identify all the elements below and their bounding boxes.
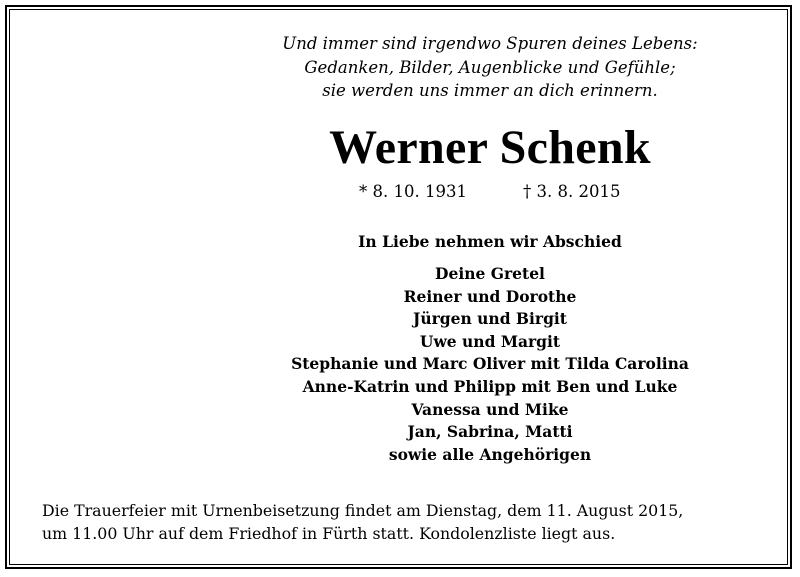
farewell-heading: In Liebe nehmen wir Abschied [358, 232, 622, 251]
mourner-entry: sowie alle Angehörigen [388, 444, 592, 464]
memorial-poem [200, 32, 780, 103]
birth-date: * 8. 10. 1931 [359, 182, 467, 201]
mourner-entry: Uwe und Margit [419, 331, 561, 351]
poem-line: Und immer sind irgendwo Spuren deines Lebens: [282, 34, 698, 53]
death-date: † 3. 8. 2015 [523, 182, 621, 201]
mourner-entry: Stephanie und Marc Oliver mit Tilda Carolina [291, 354, 689, 374]
poem-line: Gedanken, Bilder, Augenblicke und Gefühle; [304, 57, 676, 77]
mourner-entry: Anne-Katrin und Philipp mit Ben und Luke [302, 376, 678, 396]
funeral-service-notice [42, 499, 782, 545]
mourner-entry: Reiner und Dorothe [403, 286, 577, 306]
mourner-entry: Jan, Sabrina, Matti [407, 422, 573, 442]
deceased-name: Werner Schenk [329, 121, 651, 174]
service-line: Die Trauerfeier mit Urnenbeisetzung findet am Dienstag, dem 11. August 2015, [42, 501, 684, 520]
mourners-list [140, 263, 800, 466]
service-line: um 11.00 Uhr auf dem Friedhof in Fürth statt. Kondolenzliste liegt aus. [42, 524, 616, 543]
poem-line: sie werden uns immer an dich erinnern. [322, 81, 658, 100]
mourner-entry: Vanessa und Mike [411, 399, 569, 419]
mourner-entry: Deine Gretel [435, 264, 545, 283]
mourner-entry: Jürgen und Birgit [413, 309, 567, 329]
